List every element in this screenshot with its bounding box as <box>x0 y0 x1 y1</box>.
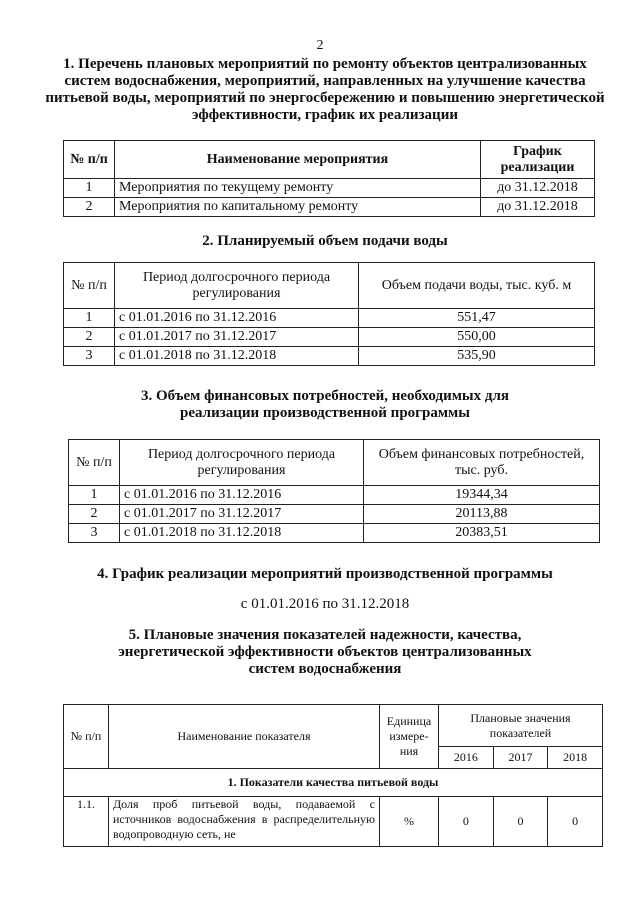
s3-row3-period: с 01.01.2018 по 31.12.2018 <box>120 524 364 543</box>
s2-col-period: Период долгосрочного периода регулирования <box>115 263 359 309</box>
section3-table <box>68 439 600 543</box>
s3-row2-value: 20113,88 <box>364 505 600 524</box>
s2-row1-num: 1 <box>64 309 115 328</box>
s2-row2-num: 2 <box>64 328 115 347</box>
s1-row2-num: 2 <box>64 198 115 217</box>
s2-col-value: Объем подачи воды, тыс. куб. м <box>359 263 595 309</box>
s5-row-2016: 0 <box>439 797 494 847</box>
s1-row1-sched: до 31.12.2018 <box>481 179 595 198</box>
section4-title: 4. График реализации мероприятий производственной программы <box>97 566 553 582</box>
s5-row-text: Доля проб питьевой воды, подаваемой с источников водоснабжения в распределительную водопроводную сеть, не <box>109 797 380 847</box>
table-row <box>64 347 595 366</box>
s2-row1-value: 551,47 <box>359 309 595 328</box>
s2-row3-value: 535,90 <box>359 347 595 366</box>
table-row <box>64 328 595 347</box>
s1-col-num: № п/п <box>64 141 115 179</box>
s1-row2-sched: до 31.12.2018 <box>481 198 595 217</box>
s1-col-name: Наименование мероприятия <box>115 141 481 179</box>
s5-row-unit: % <box>380 797 439 847</box>
s2-col-num: № п/п <box>64 263 115 309</box>
s3-row2-period: с 01.01.2017 по 31.12.2017 <box>120 505 364 524</box>
s5-col-name: Наименование показателя <box>109 705 380 769</box>
s3-col-num: № п/п <box>69 440 120 486</box>
s3-row1-num: 1 <box>69 486 120 505</box>
s2-row3-num: 3 <box>64 347 115 366</box>
s5-col-plan: Плановые значения показателей <box>439 705 603 747</box>
s5-row-2017: 0 <box>493 797 548 847</box>
s5-col-unit: Единица измере-ния <box>380 705 439 769</box>
table-row <box>64 198 595 217</box>
table-row <box>64 179 595 198</box>
s3-row3-value: 20383,51 <box>364 524 600 543</box>
table-row <box>64 797 603 847</box>
s5-year-2017: 2017 <box>493 747 548 769</box>
section1-table <box>63 140 595 217</box>
section5-table <box>63 704 603 847</box>
s3-row1-period: с 01.01.2016 по 31.12.2016 <box>120 486 364 505</box>
s2-row2-period: с 01.01.2017 по 31.12.2017 <box>115 328 359 347</box>
s2-row3-period: с 01.01.2018 по 31.12.2018 <box>115 347 359 366</box>
s5-row-num: 1.1. <box>64 797 109 847</box>
s5-col-num: № п/п <box>64 705 109 769</box>
s2-row1-period: с 01.01.2016 по 31.12.2016 <box>115 309 359 328</box>
s3-row1-value: 19344,34 <box>364 486 600 505</box>
s3-row2-num: 2 <box>69 505 120 524</box>
section3-title: 3. Объем финансовых потребностей, необходимых для реализации производственной программы <box>140 388 510 421</box>
s5-year-2016: 2016 <box>439 747 494 769</box>
s2-row2-value: 550,00 <box>359 328 595 347</box>
s3-row3-num: 3 <box>69 524 120 543</box>
table-row <box>69 486 600 505</box>
section1-title: 1. Перечень плановых мероприятий по ремонту объектов централизованных систем водоснабжения, мероприятий, направленных на улучшение качества питьевой воды, мероприятий по энергосбережению и повышению энергетической эффективности, график их реализации <box>45 56 605 123</box>
s3-col-value: Объем финансовых потребностей, тыс. руб. <box>364 440 600 486</box>
section5-title: 5. Плановые значения показателей надежности, качества, энергетической эффективности объектов централизованных систем водоснабжения <box>118 627 532 677</box>
s5-row-2018: 0 <box>548 797 603 847</box>
s1-row2-name: Мероприятия по капитальному ремонту <box>115 198 481 217</box>
section2-table <box>63 262 595 366</box>
s3-col-period: Период долгосрочного периода регулирования <box>120 440 364 486</box>
s1-row1-num: 1 <box>64 179 115 198</box>
table-row <box>69 524 600 543</box>
s5-group1: 1. Показатели качества питьевой воды <box>64 769 603 797</box>
page-number: 2 <box>316 38 324 53</box>
s1-row1-name: Мероприятия по текущему ремонту <box>115 179 481 198</box>
table-row <box>64 309 595 328</box>
s1-col-sched: График реализации <box>481 141 595 179</box>
s5-year-2018: 2018 <box>548 747 603 769</box>
table-row <box>69 505 600 524</box>
section2-title: 2. Планируемый объем подачи воды <box>202 233 448 249</box>
section4-subtitle: с 01.01.2016 по 31.12.2018 <box>240 596 410 612</box>
